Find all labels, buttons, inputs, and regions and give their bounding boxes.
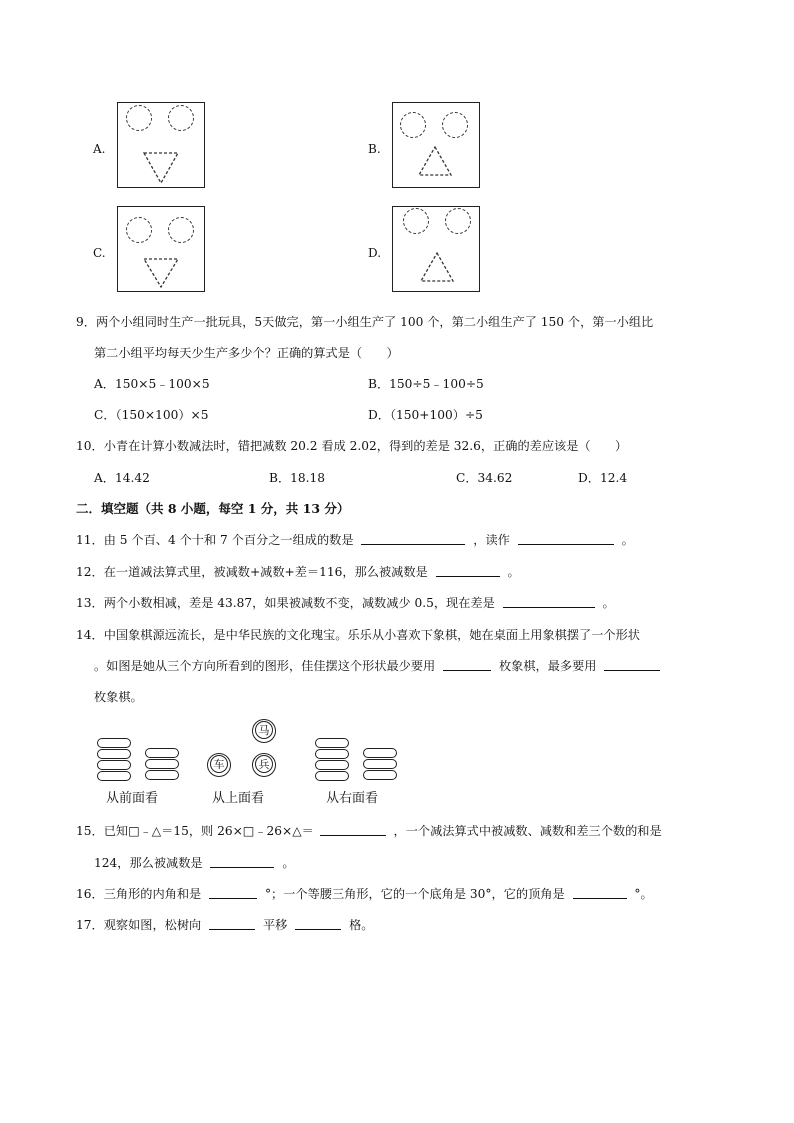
q16-text-2: °；一个等腰三角形，它的一个底角是 30°，它的顶角是 [264, 887, 565, 901]
q9-option-d[interactable]: D．（150+100）÷5 [368, 408, 483, 422]
q15-answer-blank-2[interactable] [210, 855, 274, 868]
circle-icon [400, 112, 426, 138]
q8-option-c-label: C. [93, 246, 106, 260]
q17-text-2: 平移 [262, 918, 288, 932]
q12-answer-blank[interactable] [436, 564, 500, 577]
q10-option-d[interactable]: D．12.4 [578, 471, 628, 485]
q13-text-1: 13．两个小数相减，差是 43.87，如果被减数不变，减数减少 0.5，现在差是 [76, 596, 495, 610]
section-2-heading: 二．填空题（共 8 小题，每空 1 分，共 13 分） [76, 501, 350, 516]
front-view-stack-tall [97, 738, 131, 782]
q8-option-c-figure[interactable] [117, 206, 205, 292]
q14-stem-line2 [94, 657, 660, 671]
q8-option-a-figure[interactable] [117, 102, 205, 188]
q11-text-1: 11．由 5 个百、4 个十和 7 个百分之一组成的数是 [76, 533, 354, 547]
right-view-stack-tall [315, 738, 349, 782]
q14-stem-line3: 枚象棋。 [94, 690, 143, 704]
q15-line1 [76, 822, 662, 836]
q9-option-b[interactable]: B．150÷5﹣100÷5 [368, 377, 484, 391]
q14-stem-line1: 14．中国象棋源远流长，是中华民族的文化瑰宝。乐乐从小喜欢下象棋，她在桌面上用象棋摆了一个形状 [76, 628, 640, 642]
q14-text-1: 。如图是她从三个方向所看到的图形，佳佳摆这个形状最少要用 [94, 659, 436, 673]
chess-piece-bing: 兵 [252, 753, 276, 777]
up-triangle-icon [419, 251, 455, 283]
q10-option-a[interactable]: A．14.42 [94, 471, 150, 485]
q15-text-1: 15．已知□﹣△＝15，则 26×□﹣26×△＝ [76, 824, 314, 838]
q15-text-4: 。 [282, 856, 295, 870]
q8-option-b-figure[interactable] [392, 102, 480, 188]
q17-answer-blank-1[interactable] [209, 917, 255, 930]
q8-option-d-label: D. [368, 246, 382, 260]
q14-text-2: 枚象棋，最多要用 [499, 659, 597, 673]
q9-stem-line2: 第二小组平均每天少生产多少个？正确的算式是（ ） [94, 346, 399, 360]
front-view-stack-short [145, 748, 179, 781]
q16-text-1: 16．三角形的内角和是 [76, 887, 202, 901]
caption-right-view: 从右面看 [326, 791, 379, 806]
down-triangle-icon [142, 257, 180, 289]
q12-text-1: 12．在一道减法算式里，被减数+减数+差＝116，那么被减数是 [76, 565, 428, 579]
q9-stem-line1: 9．两个小组同时生产一批玩具，5天做完，第一小组生产了 100 个，第二小组生产了 150 个，第一小组比 [76, 315, 654, 329]
q15-line2 [94, 854, 295, 868]
q10-option-b[interactable]: B．18.18 [269, 471, 326, 485]
q8-option-b-label: B. [368, 142, 381, 156]
question-12 [76, 563, 520, 577]
q16-answer-blank-2[interactable] [573, 886, 627, 899]
question-11 [76, 531, 634, 545]
q10-stem: 10．小青在计算小数减法时，错把减数 20.2 看成 2.02，得到的差是 32.6，正确的差应该是（ ） [76, 439, 628, 453]
q11-answer-blank-1[interactable] [361, 532, 465, 545]
caption-front-view: 从前面看 [106, 791, 159, 806]
q15-text-3: 124，那么被减数是 [94, 856, 203, 870]
chess-piece-ma: 马 [252, 719, 276, 743]
q8-option-d-figure[interactable] [392, 206, 480, 292]
question-13 [76, 594, 615, 608]
circle-icon [403, 208, 429, 234]
q11-text-3: 。 [621, 533, 634, 547]
q16-answer-blank-1[interactable] [209, 886, 257, 899]
up-triangle-icon [417, 145, 453, 177]
q8-option-a-label: A. [93, 142, 106, 156]
q10-option-c[interactable]: C．34.62 [456, 471, 513, 485]
q17-text-1: 17．观察如图，松树向 [76, 918, 202, 932]
right-view-stack-short [363, 748, 397, 781]
q11-text-2: ，读作 [473, 533, 510, 547]
caption-top-view: 从上面看 [212, 791, 265, 806]
q11-answer-blank-2[interactable] [518, 532, 614, 545]
circle-icon [168, 105, 194, 131]
q13-answer-blank[interactable] [503, 595, 595, 608]
q15-answer-blank-1[interactable] [320, 823, 386, 836]
circle-icon [168, 217, 194, 243]
q16-text-3: °。 [634, 887, 653, 901]
circle-icon [445, 208, 471, 234]
q9-option-a[interactable]: A．150×5﹣100×5 [94, 377, 210, 391]
q17-answer-blank-2[interactable] [295, 917, 341, 930]
circle-icon [442, 112, 468, 138]
q15-text-2: ，一个减法算式中被减数、减数和差三个数的和是 [393, 824, 662, 838]
q13-text-2: 。 [602, 596, 615, 610]
q14-answer-blank-min[interactable] [443, 658, 491, 671]
chess-piece-che: 车 [207, 753, 231, 777]
circle-icon [126, 217, 152, 243]
down-triangle-icon [142, 151, 180, 185]
question-17 [76, 916, 373, 930]
circle-icon [126, 105, 152, 131]
q14-answer-blank-max[interactable] [604, 658, 660, 671]
question-16 [76, 885, 653, 899]
q9-option-c[interactable]: C．（150×100）×5 [94, 408, 209, 422]
q12-text-2: 。 [507, 565, 520, 579]
q17-text-3: 格。 [349, 918, 374, 932]
